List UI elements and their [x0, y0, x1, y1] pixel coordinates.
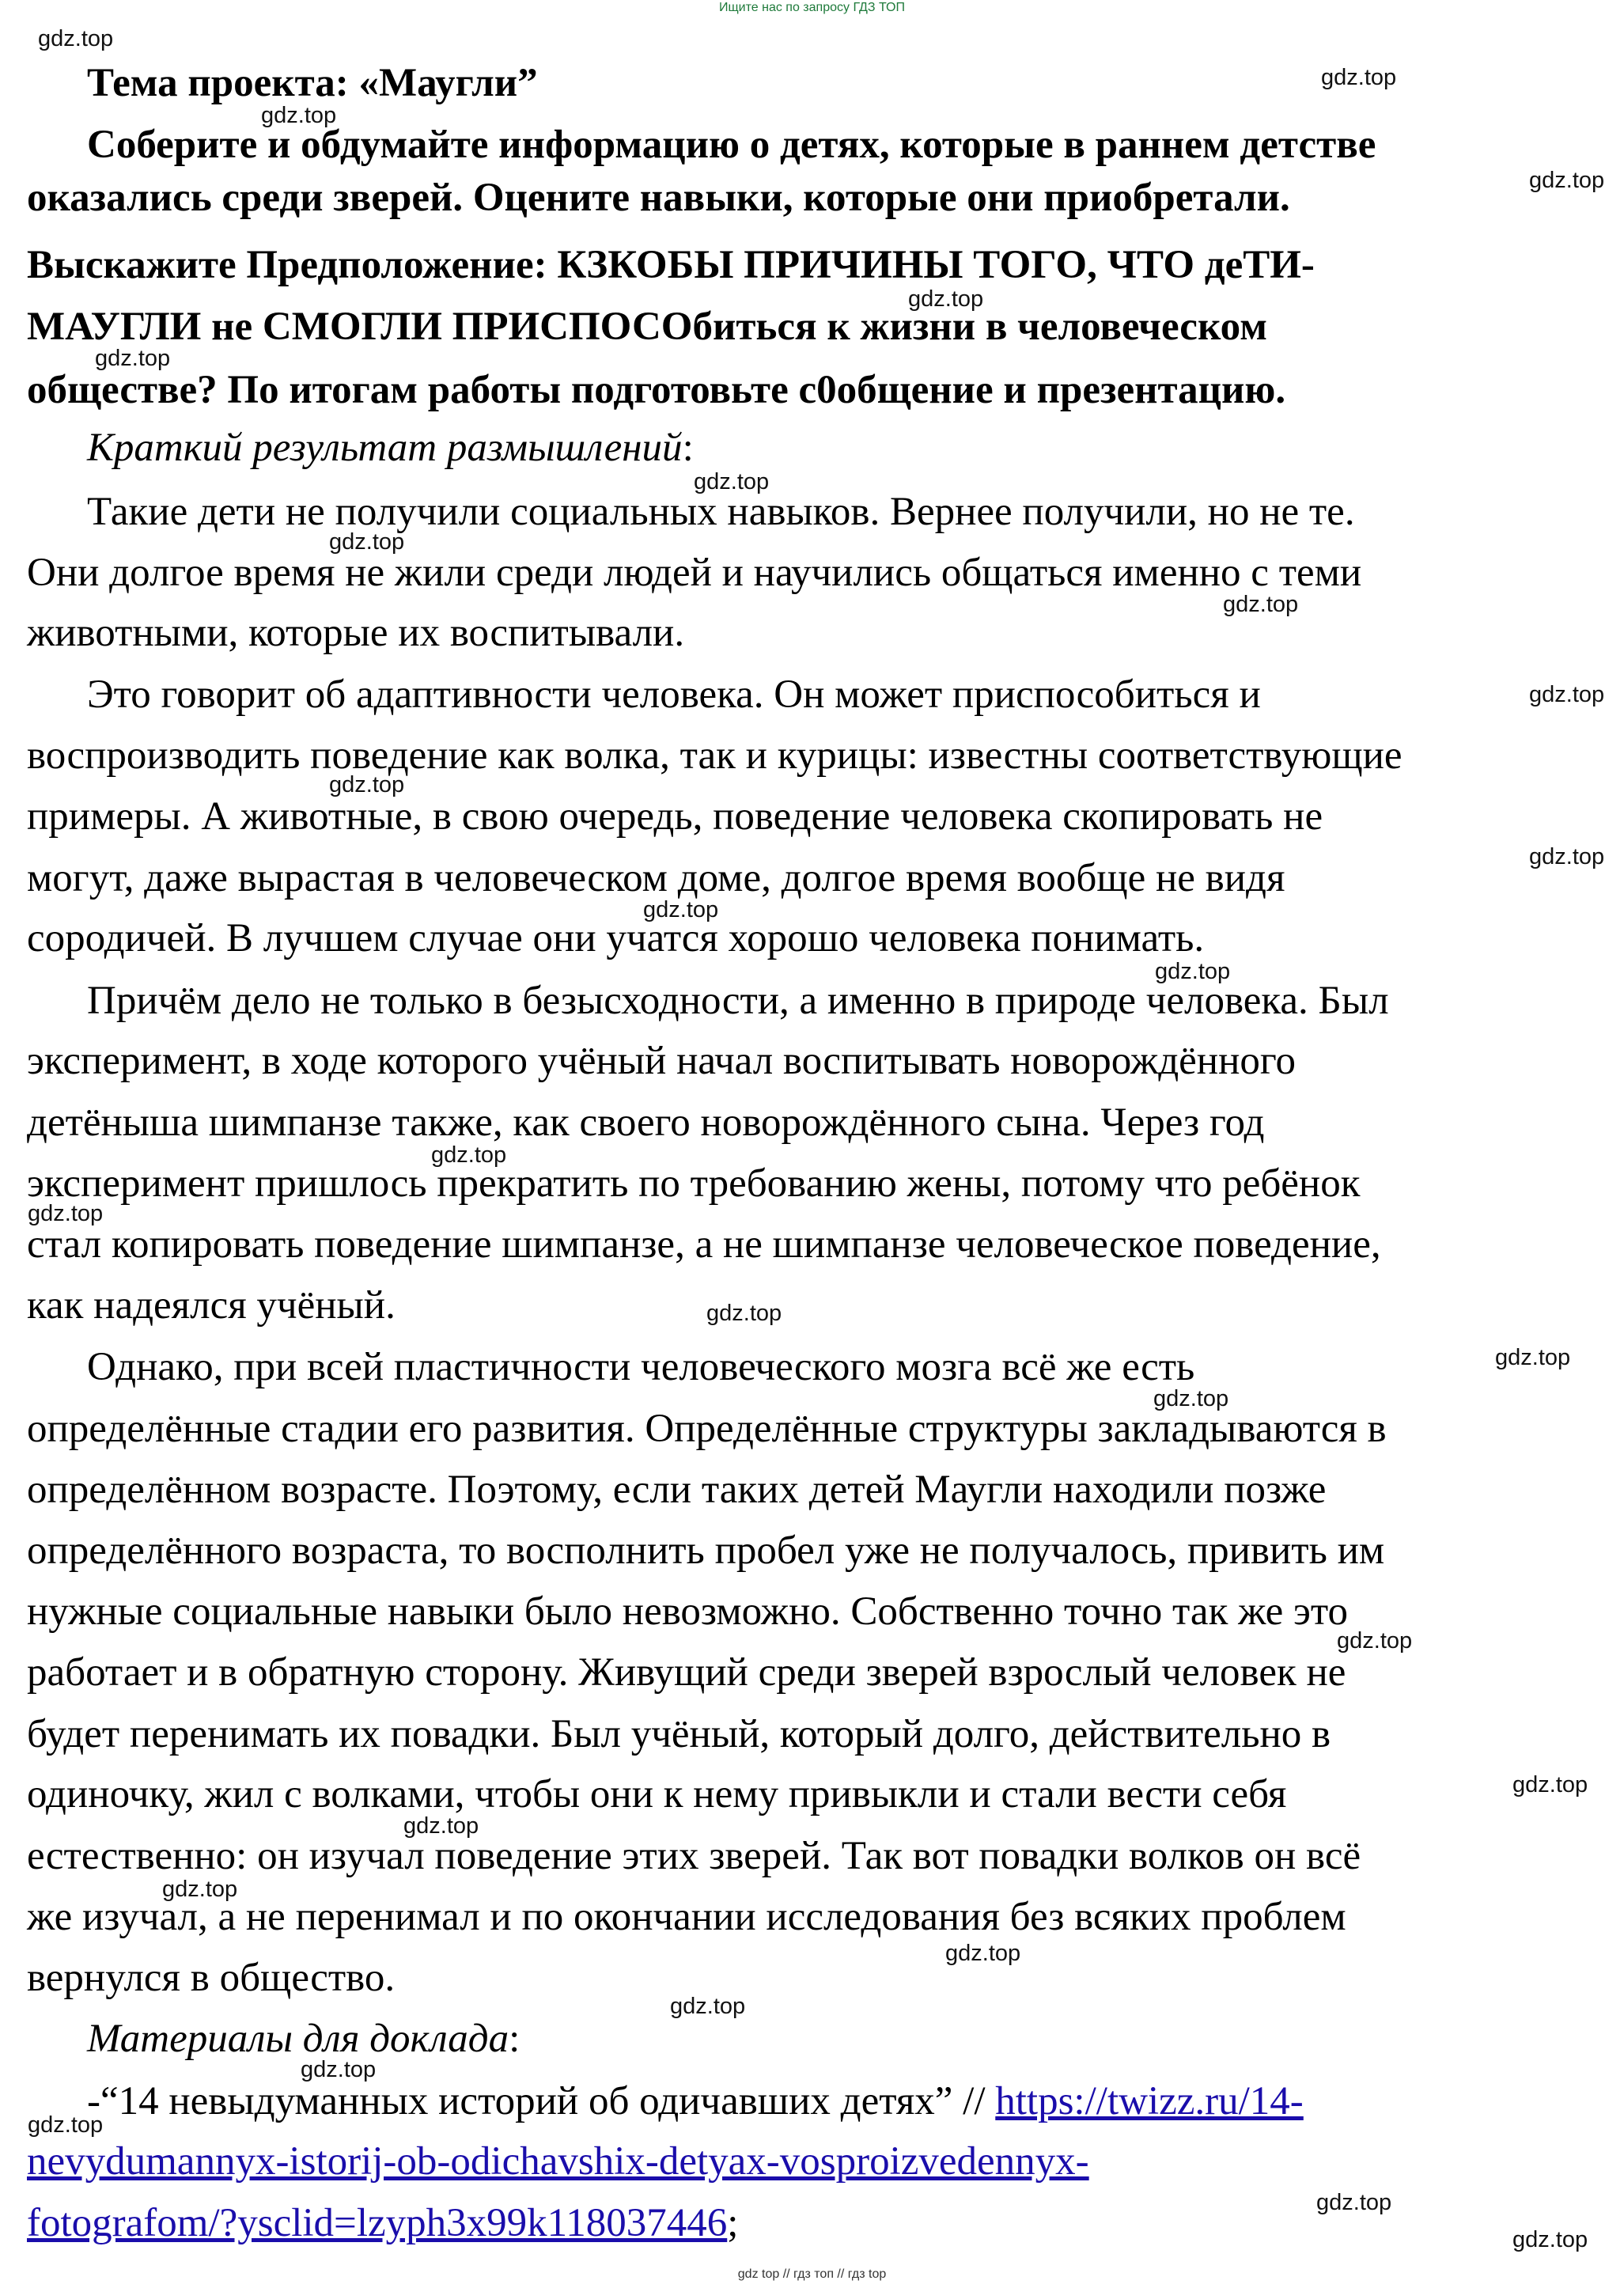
materials-heading-colon: : — [509, 2017, 521, 2061]
watermark: gdz.top — [1321, 65, 1397, 90]
paragraph-4-line: определённого возраста, то восполнить пробел уже не получалось, привить им — [27, 1528, 1385, 1573]
paragraph-2-line: воспроизводить поведение как волка, так и курицы: известны соответствующие — [27, 733, 1403, 778]
paragraph-3-line: детёныша шимпанзе также, как своего новорождённого сына. Через год — [27, 1100, 1265, 1145]
paragraph-3-line: эксперимент, в ходе которого учёный начал воспитывать новорождённого — [27, 1039, 1297, 1083]
watermark: gdz.top — [1316, 2190, 1392, 2215]
watermark: gdz.top — [1155, 959, 1231, 984]
header-note: Ищите нас по запросу ГДЗ ТОП — [719, 1, 905, 14]
paragraph-1-line: животными, которые их воспитывали. — [27, 611, 685, 655]
watermark: gdz.top — [1512, 1772, 1588, 1797]
watermark: gdz.top — [1495, 1345, 1571, 1370]
watermark: gdz.top — [670, 1994, 746, 2019]
paragraph-4-line: определённом возрасте. Поэтому, если таких детей Маугли находили позже — [27, 1468, 1327, 1512]
materials-heading — [87, 2015, 520, 2063]
watermark: gdz.top — [95, 346, 171, 371]
paragraph-2-line: могут, даже вырастая в человеческом доме, долгое время вообще не видя — [27, 856, 1285, 900]
paragraph-4-line: будет перенимать их повадки. Был учёный, который долго, действительно в — [27, 1712, 1331, 1756]
watermark: gdz.top — [1153, 1386, 1229, 1411]
watermark: gdz.top — [301, 2057, 377, 2082]
paragraph-4-line: определённые стадии его развития. Определённые структуры закладываются в — [27, 1407, 1387, 1451]
watermark: gdz.top — [28, 2112, 104, 2138]
paragraph-4-line: одиночку, жил с волками, чтобы они к нему привыкли и стали вести себя — [27, 1772, 1287, 1816]
watermark: gdz.top — [1337, 1628, 1413, 1653]
summary-heading-text: Краткий результат размышлений — [87, 426, 683, 470]
paragraph-4-line: работает и в обратную сторону. Живущий среди зверей взрослый человек не — [27, 1650, 1346, 1695]
reference-line — [87, 2078, 1304, 2125]
watermark: gdz.top — [28, 1201, 104, 1226]
paragraph-4-line: вернулся в общество. — [27, 1956, 396, 2000]
watermark: gdz.top — [1529, 682, 1605, 707]
watermark: gdz.top — [908, 286, 984, 312]
watermark: gdz.top — [329, 772, 405, 797]
watermark: gdz.top — [1529, 844, 1605, 869]
task-line: Выскажите Предположение: КЗКОБЫ ПРИЧИНЫ ТОГО, ЧТО деТИ- — [27, 243, 1315, 287]
paragraph-3-line: Причём дело не только в безысходности, а именно в природе человека. Был — [87, 979, 1389, 1023]
paragraph-2-line: сородичей. В лучшем случае они учатся хорошо человека понимать. — [27, 916, 1205, 960]
watermark: gdz.top — [431, 1142, 507, 1168]
watermark: gdz.top — [162, 1877, 238, 1902]
reference-link[interactable]: fotografom/?ysclid=lzyph3x99k118037446 — [27, 2201, 728, 2245]
paragraph-1-line: Они долгое время не жили среди людей и научились общаться именно с теми — [27, 551, 1362, 595]
task-line: обществе? По итогам работы подготовьте с0общение и презентацию. — [27, 368, 1286, 412]
watermark: gdz.top — [329, 529, 405, 555]
reference-prefix: -“14 невыдуманных историй об одичавших детях” // — [87, 2079, 996, 2123]
summary-heading — [87, 424, 694, 472]
paragraph-4-line: естественно: он изучал поведение этих зверей. Так вот повадки волков он всё — [27, 1834, 1361, 1878]
reference-line — [27, 2138, 1089, 2185]
paragraph-3-line: эксперимент пришлось прекратить по требованию жены, потому что ребёнок — [27, 1161, 1361, 1206]
watermark: gdz.top — [403, 1813, 479, 1839]
project-title: Тема проекта: «Маугли” — [87, 61, 538, 105]
paragraph-3-line: стал копировать поведение шимпанзе, а не шимпанзе человеческое поведение, — [27, 1222, 1381, 1267]
watermark: gdz.top — [706, 1301, 782, 1326]
task-line: оказались среди зверей. Оцените навыки, которые они приобретали. — [27, 176, 1290, 220]
paragraph-1-line: Такие дети не получили социальных навыков. Вернее получили, но не те. — [87, 490, 1355, 534]
watermark: gdz.top — [694, 469, 770, 494]
paragraph-2-line: примеры. А животные, в свою очередь, поведение человека скопировать не — [27, 794, 1323, 839]
task-line: МАУГЛИ не СМОГЛИ ПРИСПОСОбиться к жизни в человеческом — [27, 305, 1267, 349]
reference-line — [27, 2199, 738, 2247]
footer-note: gdz top // гдз топ // гдз top — [737, 2267, 887, 2281]
paragraph-3-line: как надеялся учёный. — [27, 1283, 396, 1328]
paragraph-4-line: Однако, при всей пластичности человеческого мозга всё же есть — [87, 1345, 1195, 1389]
watermark: gdz.top — [643, 897, 719, 922]
reference-link[interactable]: https://twizz.ru/14- — [995, 2079, 1304, 2123]
reference-link[interactable]: nevydumannyx-istorij-ob-odichavshix-detyax-vosproizvedennyx- — [27, 2139, 1089, 2184]
watermark: gdz.top — [945, 1941, 1021, 1966]
watermark: gdz.top — [1223, 592, 1299, 617]
paragraph-2-line: Это говорит об адаптивности человека. Он может приспособиться и — [87, 672, 1261, 717]
summary-heading-colon: : — [682, 426, 694, 470]
watermark: gdz.top — [1512, 2227, 1588, 2252]
watermark: gdz.top — [38, 26, 114, 51]
reference-suffix: ; — [727, 2201, 739, 2245]
materials-heading-text: Материалы для доклада — [87, 2017, 509, 2061]
paragraph-4-line: нужные социальные навыки было невозможно. Собственно точно так же это — [27, 1589, 1349, 1634]
paragraph-4-line: же изучал, а не перенимал и по окончании исследования без всяких проблем — [27, 1895, 1346, 1939]
watermark: gdz.top — [1529, 168, 1605, 193]
watermark: gdz.top — [261, 103, 337, 128]
task-line: Соберите и обдумайте информацию о детях, которые в раннем детстве — [87, 123, 1376, 167]
